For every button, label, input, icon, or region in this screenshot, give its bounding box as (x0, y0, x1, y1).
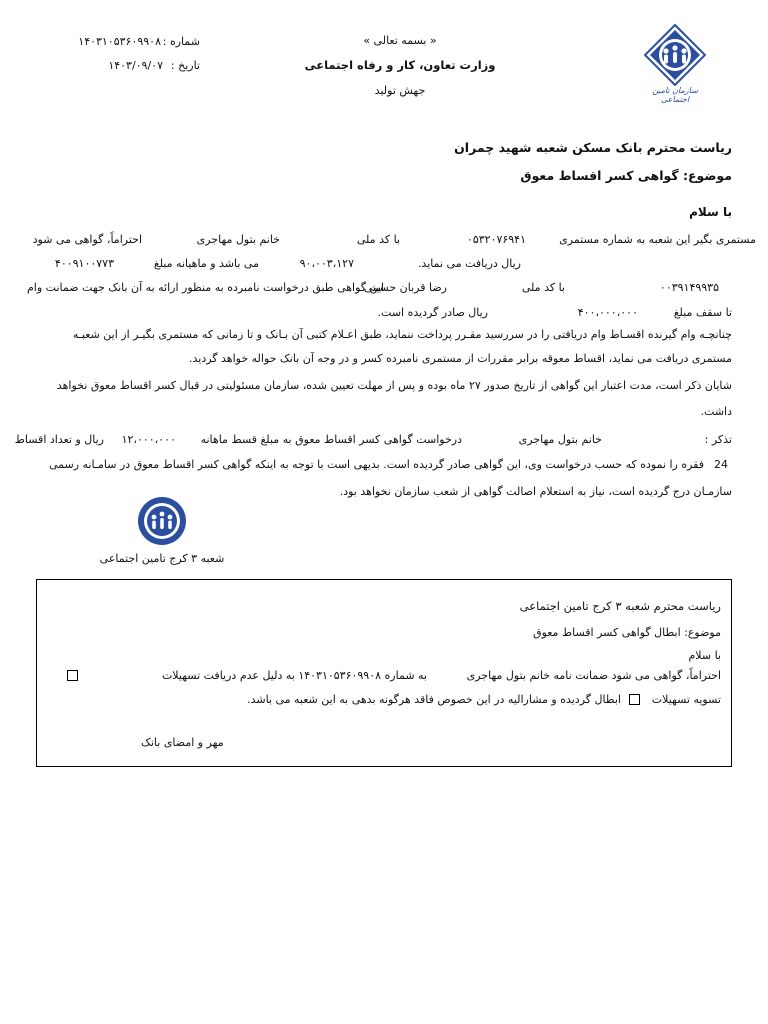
note-text: درخواست گواهی کسر اقساط معوق به مبلغ قسط ماهانه (200, 433, 462, 446)
p2-national-id-label: با کد ملی (521, 281, 565, 294)
p1-monthly-amount: ۹۰،۰۰۳،۱۲۷ (299, 257, 354, 270)
p1-national-id: ۰۵۳۲۰۷۶۹۴۱ (466, 233, 526, 246)
note-amount: ۱۲،۰۰۰،۰۰۰ (121, 433, 176, 446)
p1-pensioner-text: مستمری بگیر این شعبه به شماره مستمری (559, 233, 756, 246)
cancellation-box (36, 579, 732, 767)
greeting: با سلام (689, 205, 732, 219)
recipient-title: ریاست محترم بانک مسکن شعبه شهید چمران (454, 140, 732, 155)
note-count: 24 (714, 458, 728, 471)
logo-caption: سازمان تامین اجتماعی (652, 86, 698, 104)
date-value: ۱۴۰۳/۰۹/۰۷ (108, 59, 163, 72)
note-name: خانم بتول مهاجری (518, 433, 602, 446)
note-line2: فقره را نموده که حسب درخواست وی، این گواهی صادر گردیده است. بدیهی است با توجه به اینکه گواهی کسر اقساط معوق در سامـانه رسمی (48, 458, 704, 471)
social-security-logo (644, 24, 706, 86)
cancel-greeting: با سلام (688, 649, 721, 662)
social-security-small-logo (137, 496, 187, 546)
bismillah: « بسمه تعالی » (363, 34, 437, 47)
cancel-subject: موضوع: ابطال گواهی کسر اقساط معوق (533, 626, 721, 639)
number-label: شماره : (162, 35, 200, 48)
branch-name: شعبه ۳ کرج تامین اجتماعی (99, 552, 225, 565)
date-label: تاریخ : (170, 59, 200, 72)
cancel-line1-start: احتراماً، گواهی می شود ضمانت نامه خانم بتول مهاجری (466, 669, 721, 682)
p1-monthly-text: می باشد و ماهیانه مبلغ (153, 257, 259, 270)
cancel-recipient: ریاست محترم شعبه ۳ کرج تامین اجتماعی (519, 599, 721, 613)
note-rial-text: ریال و تعداد اقساط (14, 433, 104, 446)
note-line3: سازمـان درج گردیده است، نیاز به استعلام اصالت گواهی از شعب سازمان نخواهد بود. (339, 485, 732, 498)
p2-ceiling-amount: ۴۰۰،۰۰۰،۰۰۰ (577, 306, 638, 319)
p1-rial-receive: ریال دریافت می نماید. (417, 257, 521, 270)
p2-guarantor: رضا قربان حسینی (363, 281, 447, 294)
ministry-name: وزارت تعاون، کار و رفاه اجتماعی (304, 58, 496, 72)
slogan: جهش تولید (374, 84, 426, 97)
bank-signature-label: مهر و امضای بانک (141, 736, 224, 749)
settlement-checkbox[interactable] (629, 694, 640, 705)
p2-ceiling-label: تا سقف مبلغ (673, 306, 732, 319)
p1-national-id-label: با کد ملی (356, 233, 400, 246)
p1-start: احتراماً، گواهی می شود (32, 233, 142, 246)
p1-pension-no: ۴۰۰۹۱۰۰۷۷۳ (54, 257, 114, 270)
cancel-line2-start: تسویه تسهیلات (651, 693, 721, 706)
p3-line1: چنانچـه وام گیرنده اقسـاط وام دریافتی را در سررسید مقـرر پرداخت ننماید، طبق اعـلام کتبی آن بـانک و تا زمانی که مستمری بگیـر از این شعبـه (72, 328, 732, 341)
cancel-line1-end: به شماره ۱۴۰۳۱۰۵۳۶۰۹۹۰۸ به دلیل عدم دریافت تسهیلات (161, 669, 427, 682)
p2-national-id: ۰۰۳۹۱۴۹۹۳۵ (659, 281, 719, 294)
p2-text: این گواهی طبق درخواست نامبرده به منظور ارائه به آن بانک جهت ضمانت وام (26, 281, 384, 294)
cancel-line2-end: ابطال گردیده و مشارالیه در این خصوص فاقد هرگونه بدهی به این شعبه می باشد. (247, 693, 621, 706)
subject-title: موضوع: گواهی کسر اقساط معوق (520, 168, 732, 183)
p2-issued-text: ریال صادر گردیده است. (377, 306, 488, 319)
number-value: ۱۴۰۳۱۰۵۳۶۰۹۹۰۸ (78, 35, 161, 48)
note-label: تذکر : (704, 433, 732, 446)
p1-name: خانم بتول مهاجری (196, 233, 280, 246)
p4-line1: شایان ذکر است، مدت اعتبار این گواهی از تاریخ صدور ۲۷ ماه بوده و پس از مهلت تعیین شده، سازمان مسئولیتی در قبال کسر اقساط معوق نخواهد (56, 379, 732, 392)
not-received-checkbox[interactable] (67, 670, 78, 681)
p3-line2: مستمری دریافت می نماید، اقساط معوقه برابر مقررات از مستمری نامبرده کسر و در وجه آن بانک حواله خواهد گردید. (189, 352, 732, 365)
p4-line2: داشت. (700, 405, 732, 418)
